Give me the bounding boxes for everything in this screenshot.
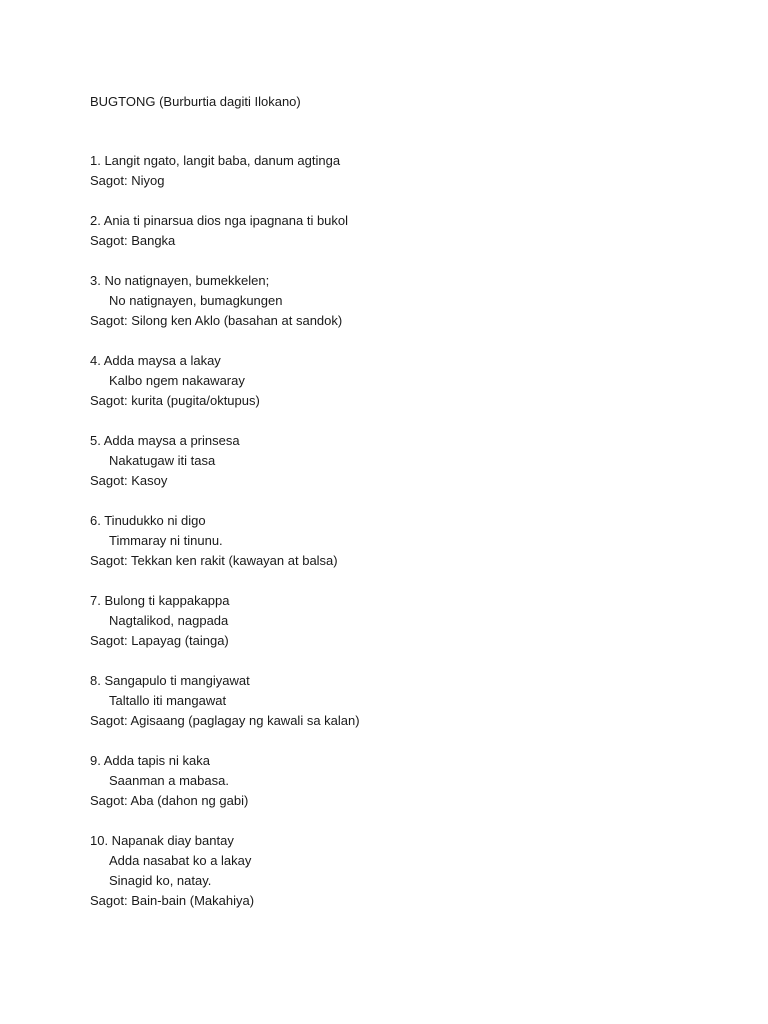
riddle-line: 9. Adda tapis ni kaka bbox=[90, 753, 210, 768]
riddle-item bbox=[90, 671, 730, 731]
riddle-line: Adda nasabat ko a lakay bbox=[109, 853, 252, 868]
riddle-item bbox=[90, 751, 730, 811]
riddle-line: 5. Adda maysa a prinsesa bbox=[90, 433, 240, 448]
riddle-line: No natignayen, bumagkungen bbox=[109, 293, 283, 308]
riddle-line: 8. Sangapulo ti mangiyawat bbox=[90, 673, 250, 688]
riddle-answer: Sagot: Lapayag (tainga) bbox=[90, 633, 229, 648]
riddle-line: Nakatugaw iti tasa bbox=[109, 453, 216, 468]
riddle-item bbox=[90, 591, 730, 651]
riddle-item bbox=[90, 831, 730, 911]
riddle-answer: Sagot: Bangka bbox=[90, 233, 176, 248]
riddle-answer: Sagot: Niyog bbox=[90, 173, 165, 188]
riddle-line: Sinagid ko, natay. bbox=[109, 873, 212, 888]
riddle-line: Taltallo iti mangawat bbox=[109, 693, 227, 708]
riddle-list bbox=[90, 151, 730, 911]
riddle-line: 1. Langit ngato, langit baba, danum agtinga bbox=[90, 153, 341, 168]
riddle-answer: Sagot: Silong ken Aklo (basahan at sandok) bbox=[90, 313, 343, 328]
riddle-answer: Sagot: Tekkan ken rakit (kawayan at balsa) bbox=[90, 553, 338, 568]
riddle-line: 2. Ania ti pinarsua dios nga ipagnana ti bukol bbox=[90, 213, 349, 228]
riddle-line: 10. Napanak diay bantay bbox=[90, 833, 234, 848]
riddle-line: Saanman a mabasa. bbox=[109, 773, 229, 788]
riddle-item bbox=[90, 351, 730, 411]
riddle-item bbox=[90, 511, 730, 571]
riddle-item bbox=[90, 151, 730, 191]
riddle-answer: Sagot: Agisaang (paglagay ng kawali sa kalan) bbox=[90, 713, 360, 728]
riddle-answer: Sagot: kurita (pugita/oktupus) bbox=[90, 393, 260, 408]
riddle-item bbox=[90, 431, 730, 491]
document-title: BUGTONG (Burburtia dagiti Ilokano) bbox=[90, 94, 301, 109]
riddle-answer: Sagot: Aba (dahon ng gabi) bbox=[90, 793, 249, 808]
riddle-line: 4. Adda maysa a lakay bbox=[90, 353, 221, 368]
riddle-line: 6. Tinudukko ni digo bbox=[90, 513, 206, 528]
riddle-item bbox=[90, 271, 730, 331]
riddle-line: Timmaray ni tinunu. bbox=[109, 533, 223, 548]
riddle-line: 3. No natignayen, bumekkelen; bbox=[90, 273, 270, 288]
riddle-answer: Sagot: Bain-bain (Makahiya) bbox=[90, 893, 255, 908]
riddle-line: Kalbo ngem nakawaray bbox=[109, 373, 245, 388]
riddle-item bbox=[90, 211, 730, 251]
riddle-line: Nagtalikod, nagpada bbox=[109, 613, 229, 628]
document-page bbox=[90, 92, 730, 931]
riddle-answer: Sagot: Kasoy bbox=[90, 473, 168, 488]
riddle-line: 7. Bulong ti kappakappa bbox=[90, 593, 230, 608]
